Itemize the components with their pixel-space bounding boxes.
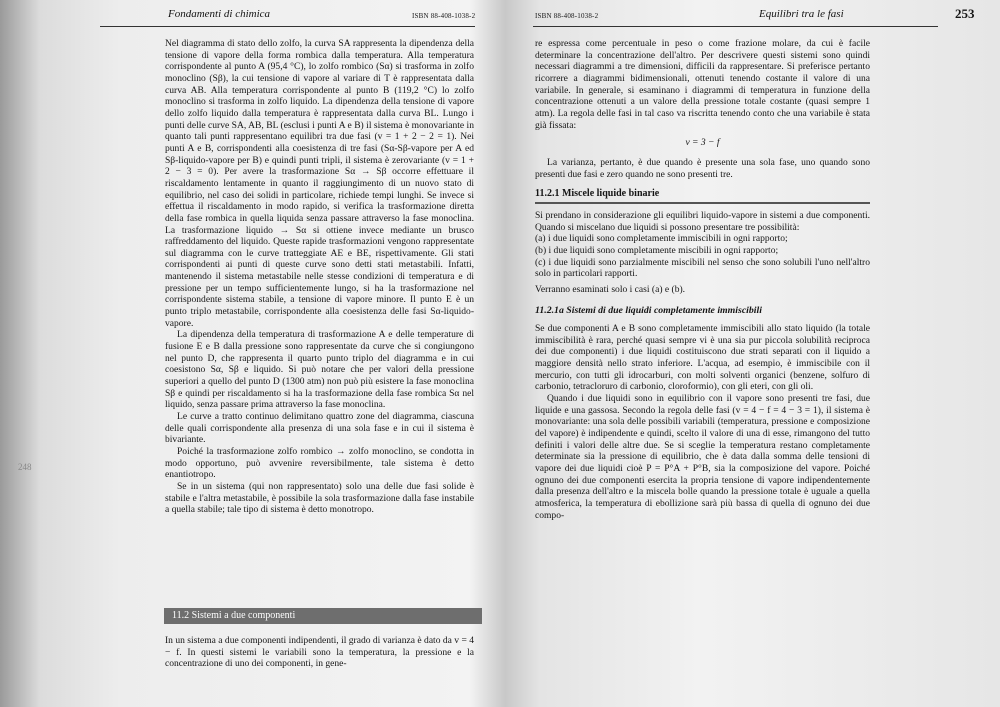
left-paragraph-4: Poiché la trasformazione zolfo rombico → zolfo monoclino, se condotta in modo opportuno, può avvenire reversibilmente, tale sistema è detto enantiotropo. bbox=[165, 445, 474, 481]
left-header-rule bbox=[100, 26, 475, 27]
right-header-title: Equilibri tra le fasi bbox=[759, 8, 844, 20]
right-paragraph-2: La varianza, pertanto, è due quando è presente una sola fase, uno quando sono presenti due fasi e zero quando ne sono presenti tre. bbox=[535, 156, 870, 180]
left-page-header bbox=[0, 8, 505, 24]
left-header-isbn: ISBN 88-408-1038-2 bbox=[412, 12, 476, 20]
right-paragraph-6: Quando i due liquidi sono in equilibrio con il vapore sono presenti tre fasi, due liquide e una gassosa. Secondo la regola delle fasi (v = 4 − f = 4 − 3 = 1), il sistema è monovariante: una sola delle possibili variabili (temperatura, pressione e composizione del vapore) è indipendente e quindi, scelto il valore di una di esse, rimangono del tutto definiti i valori delle altre due. Se si sceglie la temperatura restano completamente determinate sia la pressione di equilibrio, che è data dalla somma delle tensioni di vapore dei due liquidi cioè P = P°A + P°B, sia la composizione del vapore. Poiché ognuno dei due componenti esercita la propria tensione di vapore indipendentemente dalla presenza dell'altro e la miscela bolle quando la pressione totale è uguale a quella atmosferica, la temperatura di ebollizione sarà più bassa di quella di ognuno dei due compo- bbox=[535, 393, 870, 521]
margin-number: 248 bbox=[18, 462, 32, 472]
left-paragraph-1: Nel diagramma di stato dello zolfo, la curva SA rappresenta la dipendenza della tensione di vapore della forma rombica dalla temperatura. Alla temperatura corrispondente al punto A (95,4 °C), lo zolfo rombico (Sα) si trasforma in zolfo monoclino (Sβ), la cui tensione di vapore al variare di T è rappresentata dalla curva AB. Alla temperatura corrispondente al punto B (119,2 °C) lo zolfo monoclino si trasforma in zolfo liquido. La dipendenza della tensione di vapore dello zolfo liquido dalla temperatura è rappresentata dalla curva BL. Lungo i punti delle curve SA, AB, BL (esclusi i punti A e B) il sistema è monovariante in quanto tali punti rappresentano equilibri tra due fasi (v = 1 + 2 − 2 = 1). Nei punti A e B, corrispondenti alla coesistenza di tre fasi (Sα-Sβ-vapore per A ed Sβ-liquido-vapore per B) e quindi punti tripli, il sistema è zerovariante (v = 1 + 2 − 3 = 0). Per avere la trasformazione Sα → Sβ occorre effettuare il riscaldamento lentamente in quanto il raggiungimento di un nuovo stato di equilibrio, nel caso dei solidi in particolare, richiede tempi lunghi. Se invece si effettua il riscaldamento in modo rapido, si verifica la trasformazione diretta della fase rombica in quella liquida senza passare attraverso la fase monoclina. La trasformazione liquido → Sα si ottiene invece mediante un brusco raffreddamento del liquido. Queste rapide trasformazioni vengono rappresentate sul diagramma con le curve tratteggiate AE e BE, rispettivamente. Gli stati corrispondenti ai punti di queste curve sono detti stati metastabili. Infatti, mantenendo il sistema metastabile nelle stesse condizioni di temperatura e di pressione per un tempo sufficientemente lungo, si ha la trasformazione nel corrispondente sistema stabile, a tensione di vapore minore. Il punto E è un punto triplo metastabile, corrispondente alla coesistenza delle fasi Sα-liquido-vapore. bbox=[165, 38, 474, 329]
right-paragraph-5: Se due componenti A e B sono completamente immiscibili allo stato liquido (la totale immiscibilità è rara, perché quasi sempre vi è una sia pur piccola solubilità reciproca dei due componenti) i due liquidi costituiscono due strati separati con il liquido a maggiore densità nello strato inferiore. L'acqua, ad esempio, è immiscibile con il mercurio, con tutti gli idrocarburi, con molti solventi organici (benzene, solfuro di carbonio, tetracloruro di carbonio, cloroformio), con gli eteri, con gli oli. bbox=[535, 323, 870, 393]
subsection-heading-11-2-1a: 11.2.1a Sistemi di due liquidi completamente immiscibili bbox=[535, 305, 762, 317]
page-number: 253 bbox=[955, 6, 975, 21]
right-header-rule bbox=[533, 26, 938, 27]
right-text-column bbox=[535, 38, 870, 521]
right-page-header bbox=[505, 8, 1000, 24]
left-closing-paragraph: In un sistema a due componenti indipendenti, il grado di varianza è dato da v = 4 − f. In questi sistemi le variabili sono la temperatura, la pressione e la concentrazione di uno dei componenti, in gene- bbox=[165, 635, 474, 670]
section-heading-11-2: 11.2 Sistemi a due componenti bbox=[164, 608, 482, 624]
phase-rule-formula: v = 3 − f bbox=[685, 137, 720, 149]
left-closing-column bbox=[165, 635, 474, 670]
right-page bbox=[505, 0, 1000, 707]
section-heading-11-2-1: 11.2.1 Miscele liquide binarie bbox=[535, 188, 870, 204]
left-paragraph-2: La dipendenza della temperatura di trasformazione A e delle temperature di fusione E e B dalla pressione sono rappresentate da curve che si congiungono nel punto D, che rappresenta il quarto punto triplo del diagramma e in cui coesistono Sα, Sβ e liquido. Si può notare che per valori della pressione superiori a quello del punto D (1300 atm) non può più esistere la fase monoclina Sβ e quindi per riscaldamento si ha la trasformazione della fase rombica Sα nel liquido, senza passare prima attraverso la fase monoclina. bbox=[165, 329, 474, 411]
list-item-c: (c) i due liquidi sono parzialmente miscibili nel senso che sono solubili l'uno nell'altro solo in particolari rapporti. bbox=[535, 256, 870, 280]
right-paragraph-4: Verranno esaminati solo i casi (a) e (b). bbox=[535, 283, 686, 295]
list-item-b: (b) i due liquidi sono completamente miscibili in ogni rapporto; bbox=[535, 244, 779, 256]
right-header-isbn: ISBN 88-408-1038-2 bbox=[535, 12, 599, 20]
left-header-title: Fondamenti di chimica bbox=[168, 8, 271, 20]
right-paragraph-1: re espressa come percentuale in peso o come frazione molare, da cui è facile determinare la concentrazione dell'altro. Per descrivere questi sistemi sono quindi necessari diagrammi a tre dimensioni, difficili da rappresentare. Si preferisce pertanto ricorrere a diagrammi bidimensionali, ottenuti tenendo costante il valore di una variabile. In generale, si esaminano i diagrammi di temperatura in funzione della concentrazione ottenuti a un valore della pressione totale costante (quasi sempre 1 atm). La regola delle fasi in tal caso va riscritta tenendo conto che una variabile è stata già fissata: bbox=[535, 38, 870, 131]
left-text-column bbox=[165, 38, 474, 516]
list-item-a: (a) i due liquidi sono completamente immiscibili in ogni rapporto; bbox=[535, 233, 788, 245]
left-paragraph-3: Le curve a tratto continuo delimitano quattro zone del diagramma, ciascuna delle quali corrispondente alla presenza di una sola fase e in cui il sistema è bivariante. bbox=[165, 411, 474, 446]
left-paragraph-5: Se in un sistema (qui non rappresentato) solo una delle due fasi solide è stabile e l'altra metastabile, è possibile la sola trasformazione dalla fase instabile a quella stabile; tale tipo di sistema è detto monotropo. bbox=[165, 480, 474, 516]
right-paragraph-3: Si prendano in considerazione gli equilibri liquido-vapore in sistemi a due componenti. Quando si miscelano due liquidi si possono presentare tre possibilità: bbox=[535, 209, 870, 233]
